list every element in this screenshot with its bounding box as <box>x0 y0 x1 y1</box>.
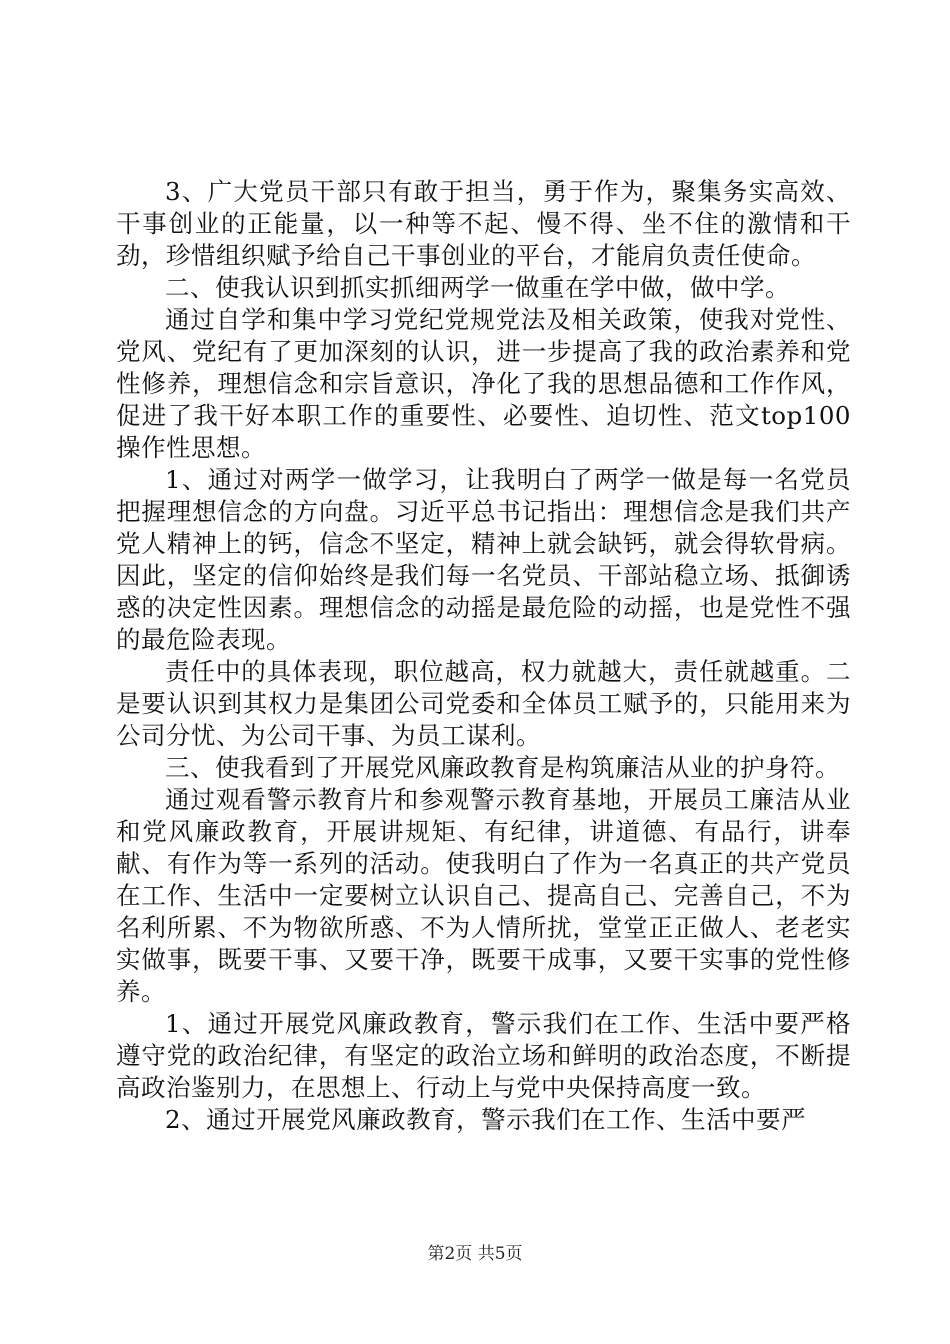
paragraph-7: 通过观看警示教育片和参观警示教育基地，开展员工廉洁从业和党风廉政教育，开展讲规矩、有纪律，讲道德、有品行，讲奉献、有作为等一系列的活动。使我明白了作为一名真正的共产党员在工作、生活中一定要树立认识自己、提高自己、完善自己，不为名利所累、不为物欲所惑、不为人情所扰，堂堂正正做人、老老实实做事，既要干事、又要干净，既要干成事，又要干实事的党性修养。 <box>116 785 851 1006</box>
paragraph-3: 通过自学和集中学习党纪党规党法及相关政策，使我对党性、党风、党纪有了更加深刻的认识，进一步提高了我的政治素养和党性修养，理想信念和宗旨意识，净化了我的思想品德和工作作风，促进了我干好本职工作的重要性、必要性、迫切性、范文top100操作性思想。 <box>116 305 851 462</box>
page-footer: 第2页 共5页 <box>427 1244 523 1264</box>
paragraph-4: 1、通过对两学一做学习，让我明白了两学一做是每一名党员把握理想信念的方向盘。习近平总书记指出：理想信念是我们共产党人精神上的钙，信念不坚定，精神上就会缺钙，就会得软骨病。因此，坚定的信仰始终是我们每一名党员、干部站稳立场、抵御诱惑的决定性因素。理想信念的动摇是最危险的动摇，也是党性不强的最危险表现。 <box>116 465 851 654</box>
paragraph-2: 二、使我认识到抓实抓细两学一做重在学中做，做中学。 <box>165 273 790 302</box>
paragraph-5: 责任中的具体表现，职位越高，权力就越大，责任就越重。二是要认识到其权力是集团公司党委和全体员工赋予的，只能用来为公司分忧、为公司干事、为员工谋利。 <box>116 657 851 750</box>
document-body <box>116 176 851 1136</box>
paragraph-8: 1、通过开展党风廉政教育，警示我们在工作、生活中要严格遵守党的政治纪律，有坚定的政治立场和鲜明的政治态度，不断提高政治鉴别力，在思想上、行动上与党中央保持高度一致。 <box>116 1009 851 1102</box>
paragraph-1: 3、广大党员干部只有敢于担当，勇于作为，聚集务实高效、干事创业的正能量，以一种等不起、慢不得、坐不住的激情和干劲，珍惜组织赋予给自己干事创业的平台，才能肩负责任使命。 <box>116 177 851 270</box>
paragraph-9: 2、通过开展党风廉政教育，警示我们在工作、生活中要严 <box>165 1105 807 1134</box>
paragraph-6: 三、使我看到了开展党风廉政教育是构筑廉洁从业的护身符。 <box>165 753 840 782</box>
